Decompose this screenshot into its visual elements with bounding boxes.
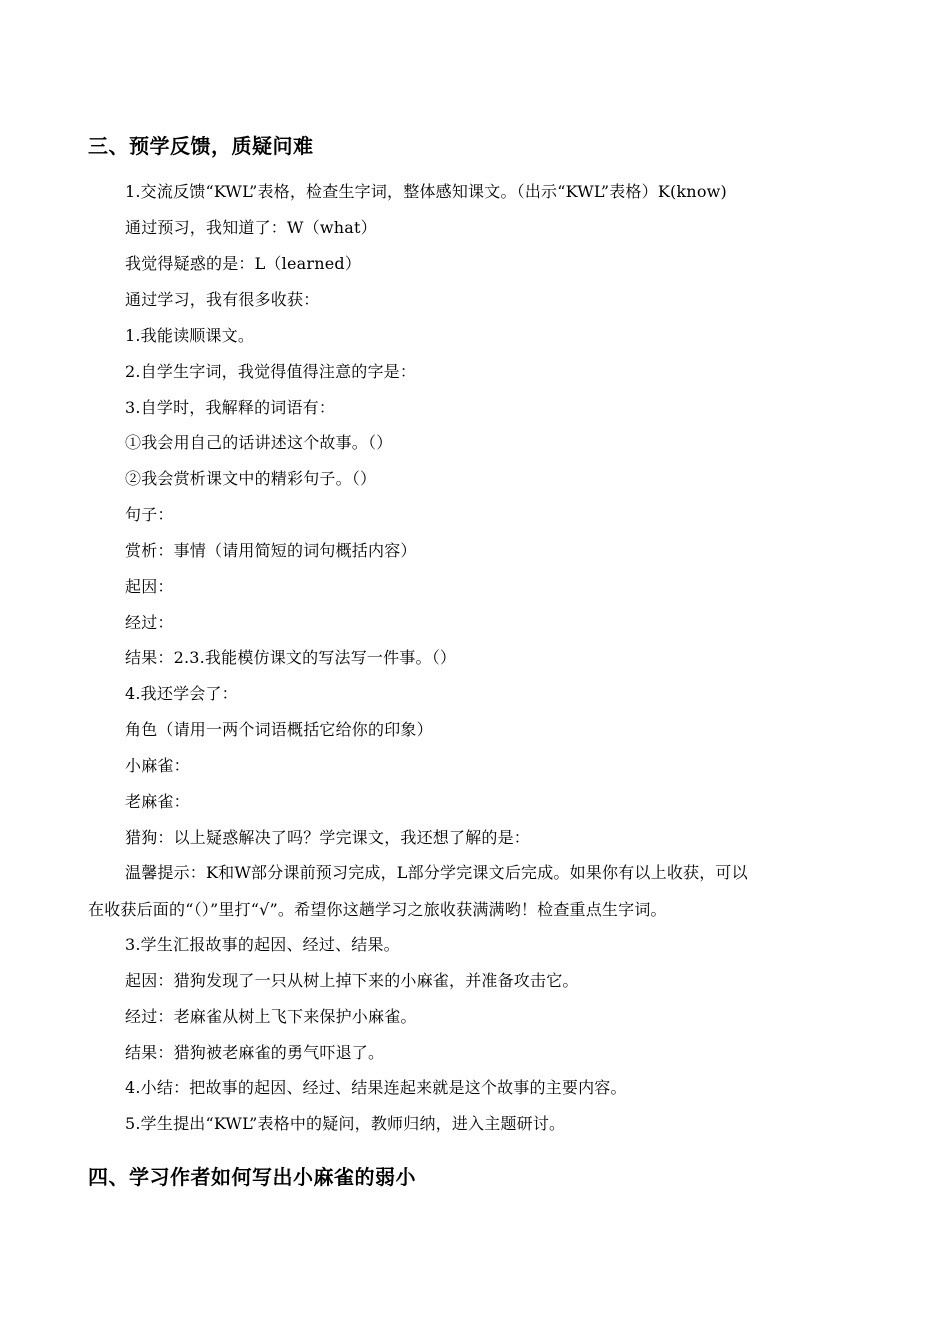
text-line: 结果：猎狗被老麻雀的勇气吓退了。: [125, 1043, 385, 1062]
text-line: 赏析：事情（请用简短的词句概括内容）: [125, 541, 417, 560]
text-line: 通过预习，我知道了：W（what）: [125, 218, 377, 237]
text-line: 4.小结：把故事的起因、经过、结果连起来就是这个故事的主要内容。: [125, 1078, 627, 1097]
text-line: 句子：: [125, 505, 174, 524]
section-heading-4: 四、学习作者如何写出小麻雀的弱小: [88, 1165, 416, 1189]
section-heading-3: 三、预学反馈，质疑问难: [88, 134, 314, 158]
text-line: 经过：: [125, 613, 174, 632]
text-line: ①我会用自己的话讲述这个故事。（）: [125, 433, 393, 452]
text-line: 猎狗：以上疑惑解决了吗？学完课文，我还想了解的是：: [125, 828, 531, 847]
text-line: 起因：: [125, 577, 174, 596]
text-line: 2.自学生字词，我觉得值得注意的字是：: [125, 362, 417, 381]
text-line: 3.自学时，我解释的词语有：: [125, 398, 336, 417]
text-line: 5.学生提出“KWL”表格中的疑问，教师归纳，进入主题研讨。: [125, 1114, 566, 1133]
text-line: 小麻雀：: [125, 756, 190, 775]
text-line: 经过：老麻雀从树上飞下来保护小麻雀。: [125, 1007, 417, 1026]
text-line: 老麻雀：: [125, 792, 190, 811]
text-line: 起因：猎狗发现了一只从树上掉下来的小麻雀，并准备攻击它。: [125, 971, 579, 990]
text-line: 4.我还学会了：: [125, 684, 238, 703]
text-line: 角色（请用一两个词语概括它给你的印象）: [125, 720, 433, 739]
text-line: 3.学生汇报故事的起因、经过、结果。: [125, 935, 400, 954]
text-line: 通过学习，我有很多收获：: [125, 290, 320, 309]
text-line: 在收获后面的“（）”里打“√”。希望你这趟学习之旅收获满满哟！检查重点生字词。: [88, 900, 667, 919]
text-line: 1.交流反馈“KWL”表格，检查生字词，整体感知课文。（出示“KWL”表格）K(know): [125, 182, 727, 201]
text-line: 1.我能读顺课文。: [125, 326, 255, 345]
text-line: 温馨提示：K和W部分课前预习完成，L部分学完课文后完成。如果你有以上收获，可以: [125, 863, 748, 882]
text-line: 结果：2.3.我能模仿课文的写法写一件事。（）: [125, 648, 457, 667]
text-line: ②我会赏析课文中的精彩句子。（）: [125, 469, 377, 488]
text-line: 我觉得疑惑的是：L（learned）: [125, 254, 362, 273]
